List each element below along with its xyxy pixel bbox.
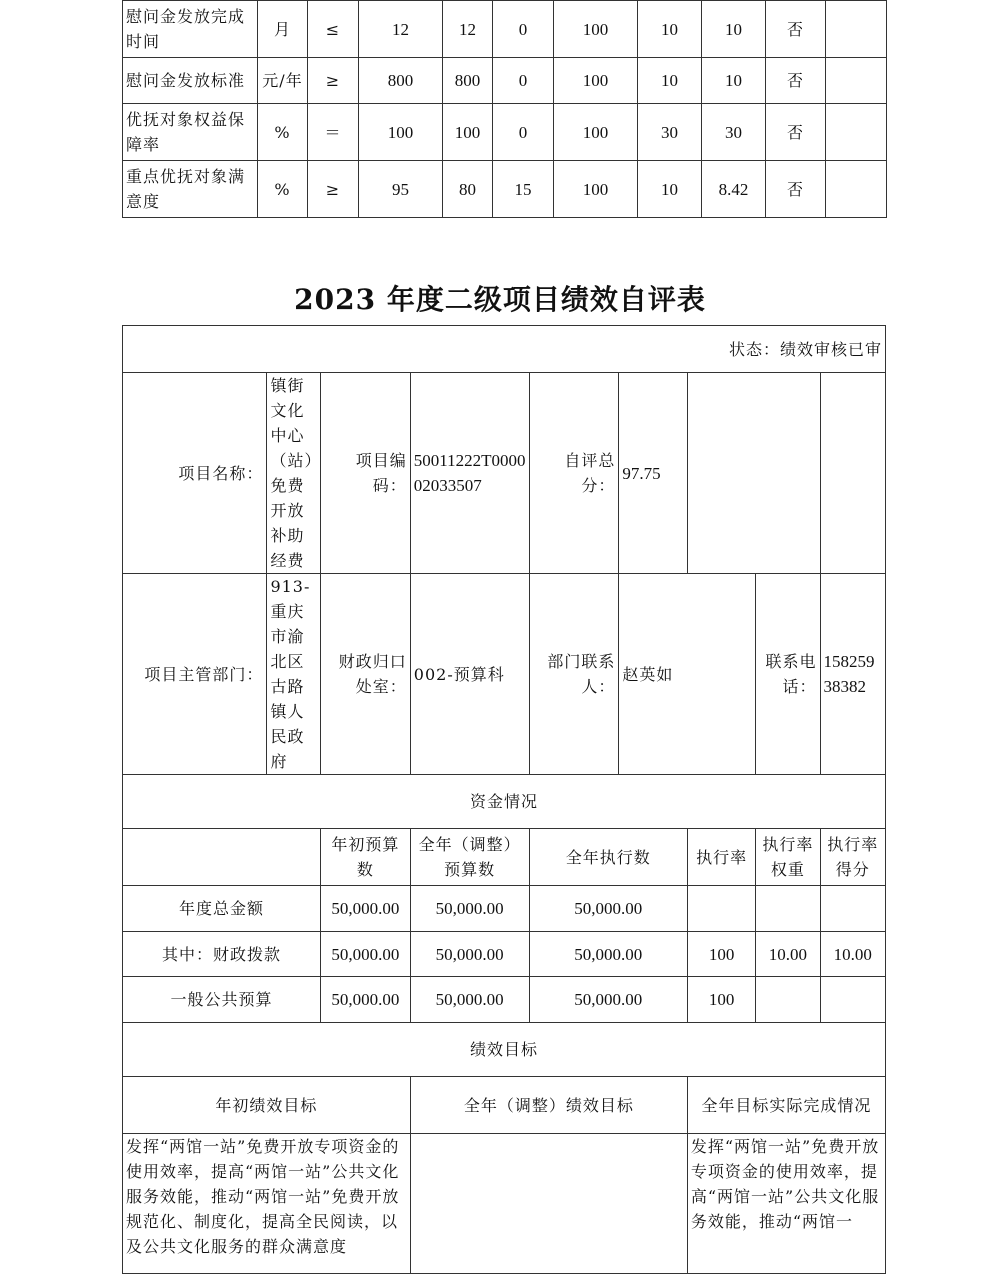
rate-weight-value xyxy=(756,886,820,932)
indicator-unit: 元/年 xyxy=(258,58,308,104)
project-code-value: 50011222T000002033507 xyxy=(410,373,529,574)
indicator-actual: 800 xyxy=(443,58,493,104)
indicator-target: 95 xyxy=(359,161,443,218)
table-row xyxy=(123,1,887,58)
indicator-flag: 否 xyxy=(766,161,826,218)
indicator-unit: 月 xyxy=(258,1,308,58)
self-score-label: 自评总分： xyxy=(529,373,619,574)
actual-goal-text: 发挥“两馆一站”免费开放专项资金的使用效率，提高“两馆一站”公共文化服务效能，推动“两馆一 xyxy=(687,1134,885,1274)
status-row xyxy=(123,326,886,373)
funds-section-title: 资金情况 xyxy=(123,775,886,829)
goals-content-row xyxy=(123,1134,886,1274)
indicator-table xyxy=(122,0,887,218)
initial-budget-header: 年初预算数 xyxy=(320,829,410,886)
finance-office-value: 002-预算科 xyxy=(410,574,529,775)
actual-goal-header: 全年目标实际完成情况 xyxy=(687,1077,885,1134)
indicator-name: 重点优抚对象满意度 xyxy=(123,161,258,218)
adjusted-budget-value: 50,000.00 xyxy=(410,977,529,1023)
indicator-weight: 10 xyxy=(638,58,702,104)
indicator-deviation: 15 xyxy=(493,161,554,218)
indicator-flag: 否 xyxy=(766,1,826,58)
rate-weight-value xyxy=(756,977,820,1023)
executed-value: 50,000.00 xyxy=(529,977,687,1023)
executed-value: 50,000.00 xyxy=(529,886,687,932)
contact-value: 赵英如 xyxy=(619,574,756,775)
table-row xyxy=(123,932,886,977)
indicator-note xyxy=(826,104,887,161)
adjusted-goal-text xyxy=(410,1134,687,1274)
indicator-operator: ＝ xyxy=(308,104,359,161)
indicator-operator: ≥ xyxy=(308,58,359,104)
indicator-name: 慰问金发放标准 xyxy=(123,58,258,104)
goals-section-title: 绩效目标 xyxy=(123,1023,886,1077)
table-row xyxy=(123,161,887,218)
project-name-value: 镇街文化中心（站）免费开放补助经费 xyxy=(267,373,320,574)
goals-header-row xyxy=(123,1077,886,1134)
funds-row-label: 一般公共预算 xyxy=(123,977,321,1023)
indicator-deviation: 0 xyxy=(493,1,554,58)
indicator-unit: % xyxy=(258,104,308,161)
indicator-full-score: 100 xyxy=(554,58,638,104)
rate-value xyxy=(687,886,755,932)
department-label: 项目主管部门： xyxy=(123,574,267,775)
adjusted-goal-header: 全年（调整）绩效目标 xyxy=(410,1077,687,1134)
indicator-weight: 10 xyxy=(638,161,702,218)
department-row xyxy=(123,574,886,775)
phone-value: 15825938382 xyxy=(820,574,885,775)
indicator-weight: 30 xyxy=(638,104,702,161)
report-title: 2023 年度二级项目绩效自评表 xyxy=(294,283,706,316)
finance-office-label: 财政归口处室： xyxy=(320,574,410,775)
indicator-target: 12 xyxy=(359,1,443,58)
table-row xyxy=(123,886,886,932)
executed-header: 全年执行数 xyxy=(529,829,687,886)
rate-score-value xyxy=(820,886,885,932)
empty-cell xyxy=(123,829,321,886)
table-row xyxy=(123,977,886,1023)
initial-budget-value: 50,000.00 xyxy=(320,932,410,977)
self-score-value: 97.75 xyxy=(619,373,687,574)
goals-section-row xyxy=(123,1023,886,1077)
indicator-unit: % xyxy=(258,161,308,218)
indicator-target: 100 xyxy=(359,104,443,161)
indicator-full-score: 100 xyxy=(554,1,638,58)
indicator-operator: ≥ xyxy=(308,161,359,218)
department-value: 913-重庆市渝北区古路镇人民政府 xyxy=(267,574,320,775)
phone-label: 联系电话： xyxy=(756,574,820,775)
indicator-weight: 10 xyxy=(638,1,702,58)
funds-header-row xyxy=(123,829,886,886)
indicator-actual: 80 xyxy=(443,161,493,218)
executed-value: 50,000.00 xyxy=(529,932,687,977)
adjusted-budget-value: 50,000.00 xyxy=(410,886,529,932)
rate-value: 100 xyxy=(687,977,755,1023)
rate-weight-header: 执行率权重 xyxy=(756,829,820,886)
indicator-note xyxy=(826,58,887,104)
status-text: 状态：绩效审核已审 xyxy=(123,326,886,373)
indicator-score: 8.42 xyxy=(702,161,766,218)
indicator-score: 10 xyxy=(702,1,766,58)
adjusted-budget-header: 全年（调整）预算数 xyxy=(410,829,529,886)
evaluation-table xyxy=(122,325,886,1274)
contact-label: 部门联系人： xyxy=(529,574,619,775)
table-row xyxy=(123,58,887,104)
rate-score-value: 10.00 xyxy=(820,932,885,977)
indicator-deviation: 0 xyxy=(493,104,554,161)
project-row xyxy=(123,373,886,574)
indicator-flag: 否 xyxy=(766,104,826,161)
indicator-actual: 12 xyxy=(443,1,493,58)
indicator-note xyxy=(826,161,887,218)
empty-cell xyxy=(820,373,885,574)
indicator-full-score: 100 xyxy=(554,161,638,218)
indicator-deviation: 0 xyxy=(493,58,554,104)
indicator-flag: 否 xyxy=(766,58,826,104)
project-name-label: 项目名称： xyxy=(123,373,267,574)
project-code-label: 项目编码： xyxy=(320,373,410,574)
table-row xyxy=(123,104,887,161)
indicator-target: 800 xyxy=(359,58,443,104)
indicator-operator: ≤ xyxy=(308,1,359,58)
indicator-name: 优抚对象权益保障率 xyxy=(123,104,258,161)
indicator-note xyxy=(826,1,887,58)
funds-row-label: 其中：财政拨款 xyxy=(123,932,321,977)
indicator-score: 10 xyxy=(702,58,766,104)
rate-weight-value: 10.00 xyxy=(756,932,820,977)
initial-goal-text: 发挥“两馆一站”免费开放专项资金的使用效率，提高“两馆一站”公共文化服务效能，推动“两馆一站”免费开放规范化、制度化，提高全民阅读，以及公共文化服务的群众满意度 xyxy=(123,1134,411,1274)
funds-row-label: 年度总金额 xyxy=(123,886,321,932)
indicator-actual: 100 xyxy=(443,104,493,161)
initial-budget-value: 50,000.00 xyxy=(320,977,410,1023)
rate-header: 执行率 xyxy=(687,829,755,886)
rate-score-header: 执行率得分 xyxy=(820,829,885,886)
funds-section-row xyxy=(123,775,886,829)
indicator-score: 30 xyxy=(702,104,766,161)
rate-value: 100 xyxy=(687,932,755,977)
indicator-name: 慰问金发放完成时间 xyxy=(123,1,258,58)
adjusted-budget-value: 50,000.00 xyxy=(410,932,529,977)
rate-score-value xyxy=(820,977,885,1023)
indicator-full-score: 100 xyxy=(554,104,638,161)
empty-cell xyxy=(687,373,820,574)
initial-goal-header: 年初绩效目标 xyxy=(123,1077,411,1134)
initial-budget-value: 50,000.00 xyxy=(320,886,410,932)
